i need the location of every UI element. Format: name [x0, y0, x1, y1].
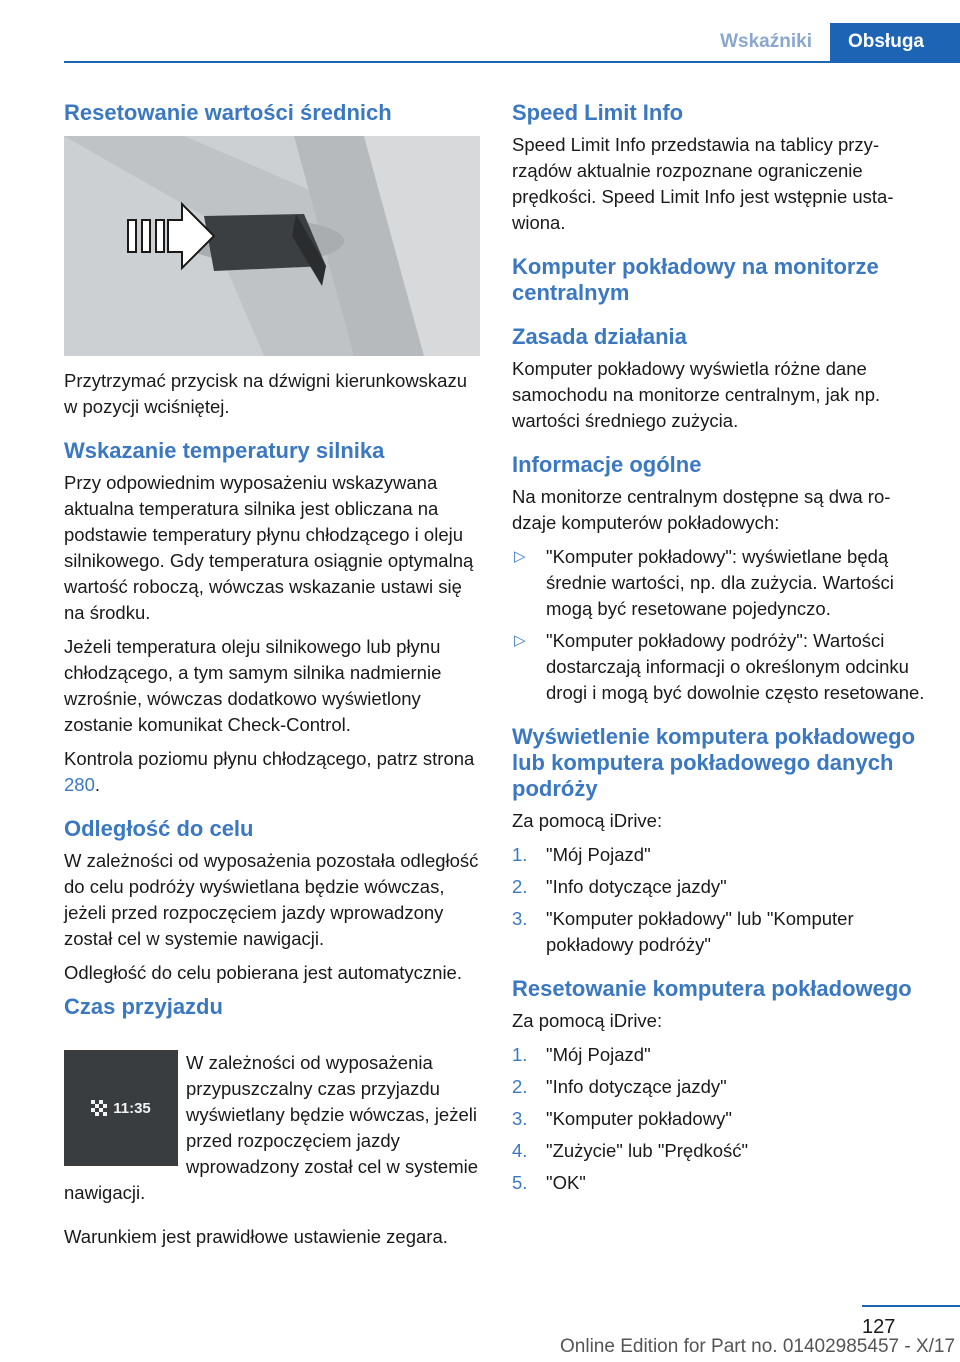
tab-wskazniki[interactable]: Wskaźniki: [702, 23, 830, 61]
list-item: ▷ "Komputer pokładowy": wyświetlane będą średnie wartości, np. dla zużycia. Wartości mogą być resetowane pojedynczo.: [514, 546, 894, 619]
coolant-ref-text: Kontrola poziomu płynu chłodzącego, patrz strona: [64, 748, 475, 769]
general-info-text: Na monitorze centralnym dostępne są dwa rodzaje komputerów pokładowych:: [512, 486, 891, 533]
engine-temp-paragraph-1: Przy odpowiednim wyposażeniu wskazywana aktualna temperatura silnika jest obliczana na podstawie temperatury płynu chłodzącego i oleju silnikowego. Gdy temperatura osiągnie optymalną wartość roboczą, wówczas wskazanie ustawi się na środku.: [64, 472, 474, 623]
page-280-link[interactable]: 280: [64, 774, 95, 795]
coolant-ref-period: .: [94, 774, 101, 795]
speed-limit-text: Speed Limit Info przedstawia na tablicy przyrządów aktualnie rozpoznane ograniczenie prędkości. Speed Limit Info jest wstępnie ustawiona.: [512, 134, 894, 233]
distance-paragraph-2: Odległość do celu pobierana jest automatycznie.: [64, 962, 462, 983]
top-rule: [64, 61, 960, 63]
section-title-speed-limit-info: Speed Limit Info: [512, 100, 684, 125]
reset-steps-list: [512, 1042, 928, 1196]
section-title-distance-to-destination: Odległość do celu: [64, 816, 254, 841]
section-title-reset-computer: Resetowanie komputera pokładowego: [512, 976, 912, 1001]
right-column: [512, 100, 928, 1204]
section-title-onboard-computer: Komputer pokładowy na monitorze centralnym: [512, 254, 879, 305]
triangle-bullet-icon: ▷: [514, 548, 526, 565]
display-steps-list: [512, 842, 928, 958]
list-item: 2. "Info dotyczące jazdy": [512, 1076, 727, 1097]
section-title-general-info: Informacje ogólne: [512, 452, 702, 477]
checkered-flag-icon: [91, 1100, 107, 1116]
reset-computer-intro: Za pomocą iDrive:: [512, 1010, 663, 1031]
list-item: 1. "Mój Pojazd": [512, 1044, 651, 1065]
list-item: 5. "OK": [512, 1172, 586, 1193]
principle-text: Komputer pokładowy wyświetla różne dane samochodu na monitorze centralnym, jak np. wartości średniego zużycia.: [512, 358, 881, 431]
triangle-bullet-icon: ▷: [514, 632, 526, 649]
reset-averages-text: Przytrzymać przycisk na dźwigni kierunkowskazu w pozycji wciśniętej.: [64, 370, 468, 417]
section-title-principle: Zasada działania: [512, 324, 687, 349]
tab-obsluga[interactable]: Obsługa: [830, 23, 960, 61]
list-item: 3. "Komputer pokładowy": [512, 1108, 732, 1129]
section-title-display-computer: Wyświetlenie komputera pokładowego lub komputera pokładowego danych podróży: [512, 724, 916, 801]
display-computer-intro: Za pomocą iDrive:: [512, 810, 663, 831]
list-item: 1. "Mój Pojazd": [512, 844, 651, 865]
list-item: 4. "Zużycie" lub "Prędkość": [512, 1140, 749, 1161]
list-item: 2. "Info dotyczące jazdy": [512, 876, 727, 897]
list-item: ▷ "Komputer pokładowy podróży": Wartości dostarczają informacji o określonym odcinku drogi i mogą być dowolnie często resetowane.: [514, 630, 925, 703]
section-title-arrival-time: Czas przyjazdu: [64, 994, 223, 1019]
engine-temp-paragraph-2: Jeżeli temperatura oleju silnikowego lub płynu chłodzącego, a tym samym silnika nadmiernie wzrośnie, wówczas dodatkowo wyświetlony zostanie komunikat Check-Control.: [64, 636, 442, 735]
section-title-reset-averages: Resetowanie wartości średnich: [64, 100, 392, 125]
computer-types-list: [512, 544, 928, 706]
edition-footer: Online Edition for Part no. 01402985457 - X/17: [560, 1336, 956, 1357]
list-item: 3. "Komputer pokładowy" lub "Komputer pokładowy podróży": [512, 908, 854, 955]
lever-drawing: [64, 136, 480, 356]
header-tabs: [702, 23, 960, 61]
bottom-rule: [862, 1305, 960, 1307]
arrival-paragraph-1: W zależności od wyposażenia przypuszczalny czas przyjazdu wyświetlany będzie wówczas, jeżeli przed rozpoczęciem jazdy wprowadzony został cel w systemie nawigacji.: [64, 1052, 478, 1203]
arrival-time-value: 11:35: [113, 1099, 151, 1117]
arrival-paragraph-2: Warunkiem jest prawidłowe ustawienie zegara.: [64, 1226, 448, 1247]
engine-temp-paragraph-3: [64, 746, 480, 798]
page-number: 127: [862, 1316, 896, 1338]
section-title-engine-temperature: Wskazanie temperatury silnika: [64, 438, 385, 463]
arrival-time-display: [64, 1050, 178, 1166]
left-column: [64, 100, 480, 1258]
distance-paragraph-1: W zależności od wyposażenia pozostała odległość do celu podróży wyświetlana będzie wówczas, jeżeli przed rozpoczęciem jazdy wprowadzony został cel w systemie nawigacji.: [64, 850, 479, 949]
turn-signal-lever-illustration: [64, 136, 480, 356]
